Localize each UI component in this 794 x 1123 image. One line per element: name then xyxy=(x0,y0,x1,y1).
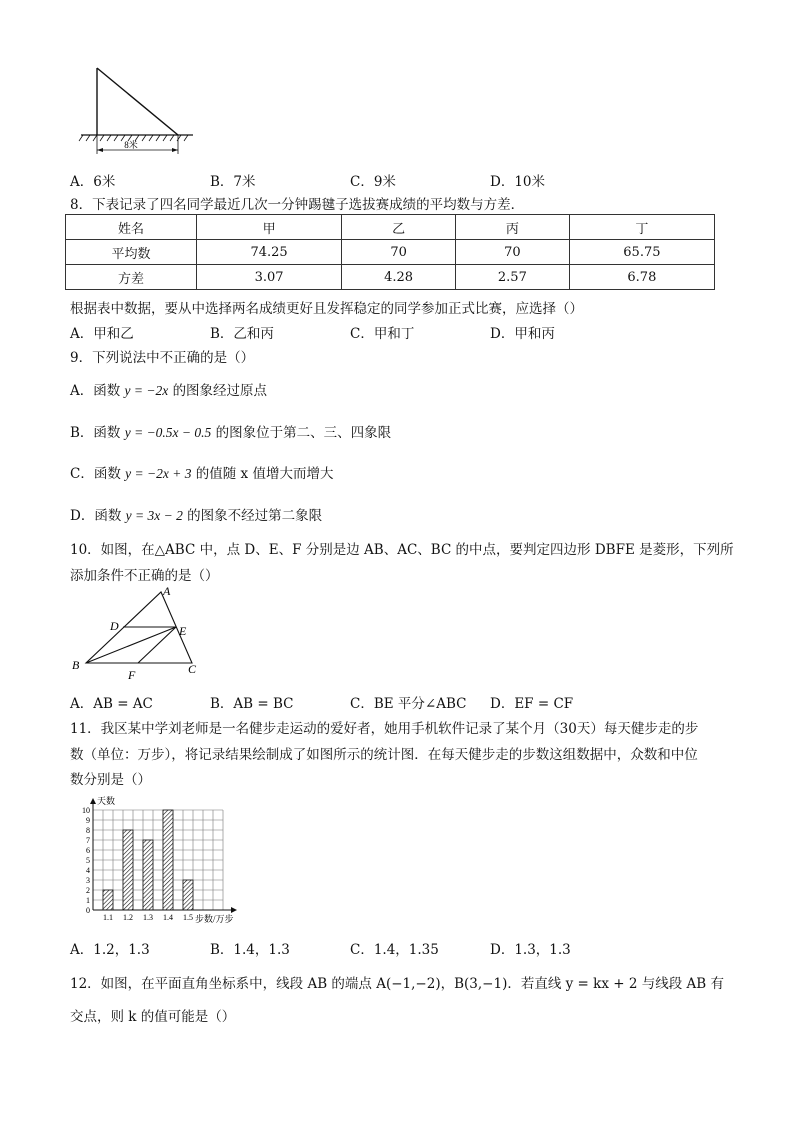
option-expression: y = 3x − 2 xyxy=(125,508,183,523)
table-header-cell: 丁 xyxy=(569,215,714,240)
q11-option-a[interactable]: A．1.2，1.3 xyxy=(70,942,150,958)
label-a: A xyxy=(163,584,171,598)
q10-option-a[interactable]: A．AB = AC xyxy=(70,696,153,712)
q7-option-c[interactable]: C．9米 xyxy=(350,174,396,190)
table-header-cell: 乙 xyxy=(342,215,456,240)
option-suffix: 的图象位于第二、三、四象限 xyxy=(215,425,392,441)
q12-stem-line2: 交点，则 k 的值可能是（） xyxy=(70,1009,236,1025)
label-d: D xyxy=(110,619,119,633)
q8-option-d[interactable]: D．甲和丙 xyxy=(490,326,555,342)
bar-1.2 xyxy=(123,830,133,910)
segment-fe xyxy=(138,627,176,663)
option-suffix: 的图象经过原点 xyxy=(172,383,268,399)
x-tick-label: 1.2 xyxy=(123,913,133,922)
table-cell: 70 xyxy=(455,240,569,265)
y-tick-label: 0 xyxy=(86,906,90,915)
table-header-row xyxy=(66,215,715,240)
q10-stem-line1: 10．如图，在△ABC 中，点 D、E、F 分别是边 AB、AC、BC 的中点，要判定四边形 DBFE 是菱形，下列所 xyxy=(70,542,734,558)
q11-option-d[interactable]: D．1.3，1.3 xyxy=(490,942,571,958)
q9-option-b[interactable] xyxy=(70,421,391,441)
y-tick-label: 9 xyxy=(86,816,90,825)
y-tick-label: 2 xyxy=(86,886,90,895)
q9-stem: 9．下列说法中不正确的是（） xyxy=(70,350,255,366)
q12-stem-line1: 12．如图，在平面直角坐标系中，线段 AB 的端点 A(−1,−2)，B(3,−1)．若直线 y = kx + 2 与线段 AB 有 xyxy=(70,976,724,992)
segment-be xyxy=(86,627,176,663)
x-tick-label: 1.4 xyxy=(163,913,173,922)
option-prefix: A．函数 xyxy=(70,383,121,399)
q8-option-b[interactable]: B．乙和丙 xyxy=(210,326,274,342)
table-cell: 6.78 xyxy=(569,265,714,290)
option-prefix: C．函数 xyxy=(70,466,121,482)
option-suffix: 的值随 x 值增大而增大 xyxy=(195,466,334,482)
q10-option-d[interactable]: D．EF = CF xyxy=(490,696,574,712)
steps-bar-chart xyxy=(68,795,258,930)
y-tick-label: 3 xyxy=(86,876,90,885)
y-tick-label: 5 xyxy=(86,856,90,865)
q10-option-c[interactable]: C．BE 平分∠ABC xyxy=(350,696,467,712)
q9-option-a[interactable] xyxy=(70,379,267,399)
option-prefix: D．函数 xyxy=(70,508,122,524)
y-tick-label: 10 xyxy=(82,806,90,815)
x-tick-label: 1.1 xyxy=(103,913,113,922)
q11-option-b[interactable]: B．1.4，1.3 xyxy=(210,942,290,958)
q7-option-b[interactable]: B．7米 xyxy=(210,174,256,190)
y-axis-title: 天数 xyxy=(97,796,116,806)
q10-stem-line2: 添加条件不正确的是（） xyxy=(70,568,219,584)
q7-option-d[interactable]: D．10米 xyxy=(490,174,546,190)
option-expression: y = −2x + 3 xyxy=(125,466,192,481)
table-cell: 4.28 xyxy=(342,265,456,290)
table-cell: 2.57 xyxy=(455,265,569,290)
ladder-figure xyxy=(75,62,195,160)
table-header-cell: 丙 xyxy=(455,215,569,240)
option-expression: y = −2x xyxy=(124,383,169,398)
x-tick-label: 1.3 xyxy=(143,913,153,922)
y-tick-label: 6 xyxy=(86,846,90,855)
option-expression: y = −0.5x − 0.5 xyxy=(124,425,212,440)
table-header-cell: 甲 xyxy=(197,215,342,240)
q9-option-d[interactable] xyxy=(70,504,322,524)
y-axis-arrow xyxy=(90,798,96,804)
q7-option-a[interactable]: A．6米 xyxy=(70,174,116,190)
ladder-line xyxy=(97,68,178,135)
q11-option-c[interactable]: C．1.4，1.35 xyxy=(350,942,439,958)
table-cell: 74.25 xyxy=(197,240,342,265)
q9-option-c[interactable] xyxy=(70,462,333,482)
bar-1.4 xyxy=(163,810,173,910)
table-row xyxy=(66,265,715,290)
x-axis-title: 步数/万步 xyxy=(195,914,234,924)
table-cell: 65.75 xyxy=(569,240,714,265)
q8-stem: 8．下表记录了四名同学最近几次一分钟踢毽子选拔赛成绩的平均数与方差． xyxy=(70,197,525,213)
q8-option-a[interactable]: A．甲和乙 xyxy=(70,326,134,342)
y-tick-label: 1 xyxy=(86,896,90,905)
q11-stem-line2: 数（单位：万步），将记录结果绘制成了如图所示的统计图．在每天健步走的步数这组数据中，众数和中位 xyxy=(70,747,698,763)
table-cell: 平均数 xyxy=(66,240,197,265)
bar-1.5 xyxy=(183,880,193,910)
option-suffix: 的图象不经过第二象限 xyxy=(187,508,323,524)
q11-stem-line1: 11．我区某中学刘老师是一名健步走运动的爱好者，她用手机软件记录了某个月（30天）每天健步走的步 xyxy=(70,721,699,737)
x-axis-arrow xyxy=(231,907,237,913)
x-tick-label: 1.5 xyxy=(183,913,193,922)
bar-1.1 xyxy=(103,890,113,910)
q8-question: 根据表中数据，要从中选择两名成绩更好且发挥稳定的同学参加正式比赛，应选择（） xyxy=(70,301,583,317)
bar-1.3 xyxy=(143,840,153,910)
table-cell: 3.07 xyxy=(197,265,342,290)
y-tick-label: 4 xyxy=(86,866,90,875)
label-f: F xyxy=(128,668,136,682)
label-c: C xyxy=(188,662,197,676)
y-tick-label: 8 xyxy=(86,826,90,835)
q11-stem-line3: 数分别是（） xyxy=(70,772,151,788)
label-e: E xyxy=(179,624,187,638)
table-row xyxy=(66,240,715,265)
table-header-cell: 姓名 xyxy=(66,215,197,240)
q8-option-c[interactable]: C．甲和丁 xyxy=(350,326,415,342)
label-b: B xyxy=(72,658,80,672)
triangle-figure xyxy=(68,583,208,683)
option-prefix: B．函数 xyxy=(70,425,121,441)
q10-option-b[interactable]: B．AB = BC xyxy=(210,696,294,712)
table-cell: 方差 xyxy=(66,265,197,290)
table-cell: 70 xyxy=(342,240,456,265)
y-tick-label: 7 xyxy=(86,836,90,845)
score-table xyxy=(65,214,715,290)
dimension-label: 8米 xyxy=(124,140,138,150)
